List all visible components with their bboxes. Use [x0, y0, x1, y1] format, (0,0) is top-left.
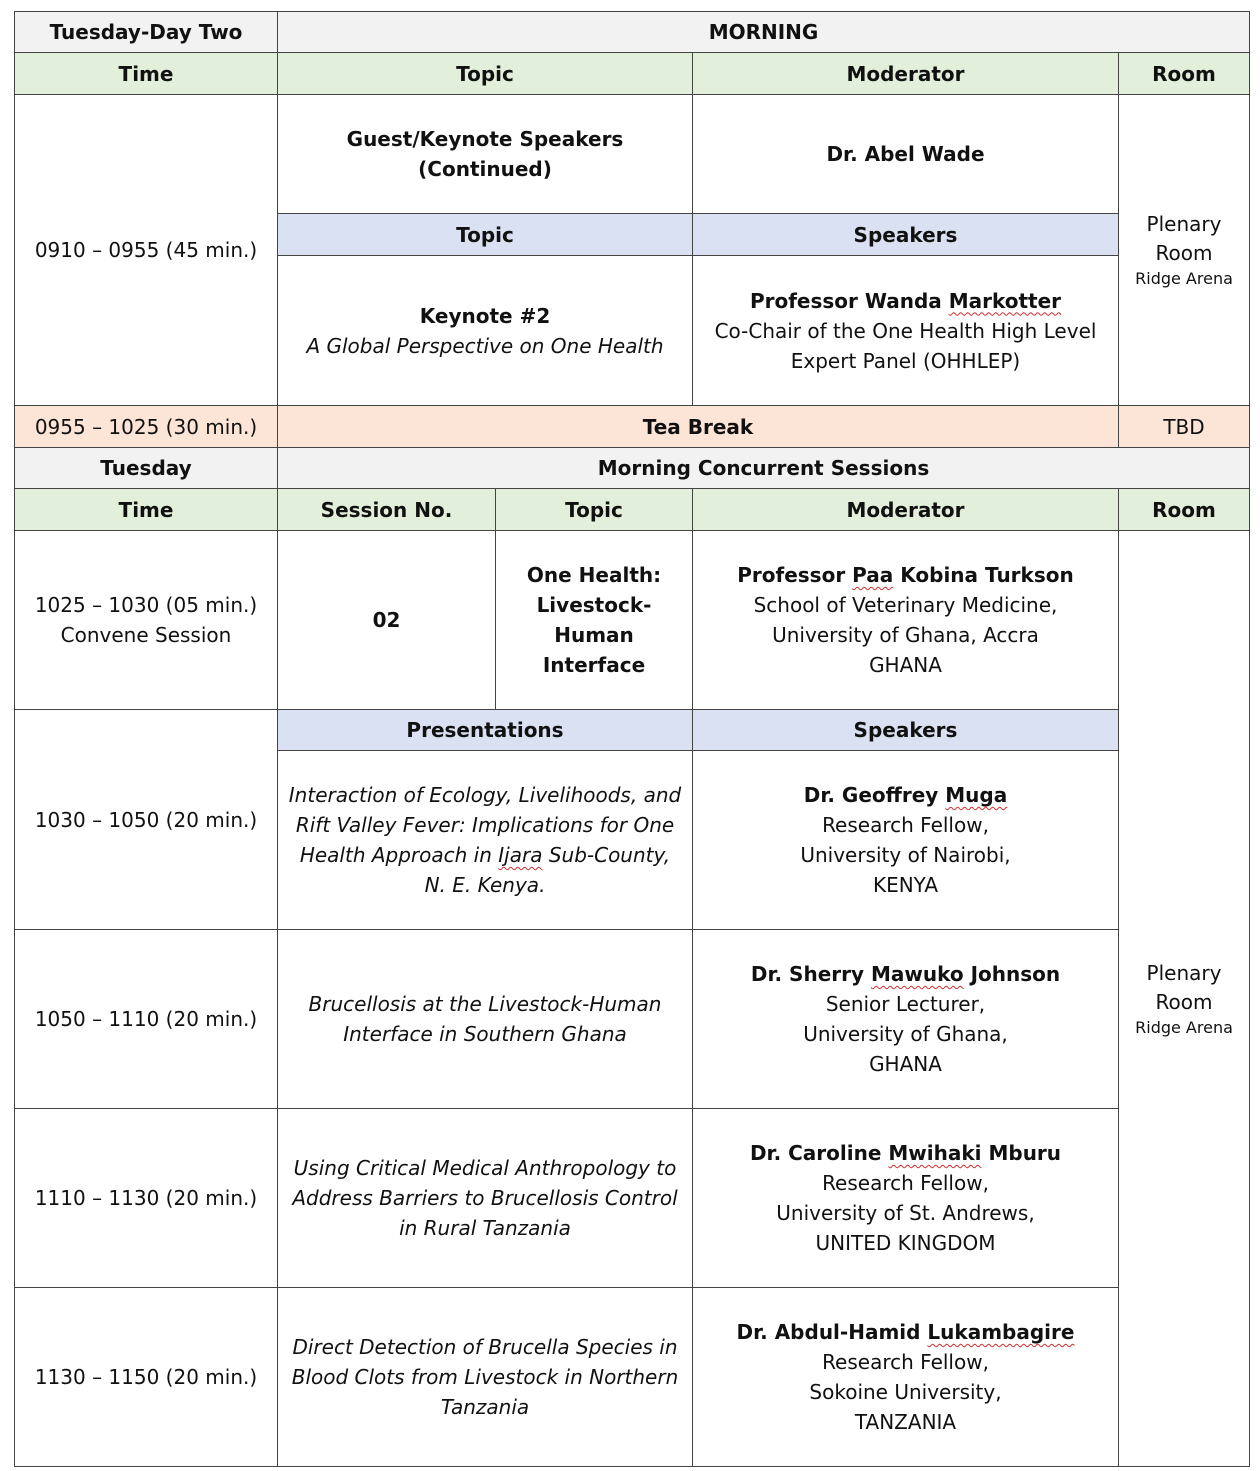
moderator-line2: School of Veterinary Medicine, [753, 593, 1058, 617]
col-time: Time [15, 53, 278, 95]
pres3-sc: Mburu [981, 1141, 1062, 1165]
presentation-row [15, 1109, 1250, 1288]
pres3-title-line3: in Rural Tanzania [399, 1216, 571, 1240]
pres3-time: 1110 – 1130 (20 min.) [15, 1109, 278, 1288]
pres2-sa: Dr. Sherry [750, 962, 871, 986]
moderator-name-b: Paa [852, 563, 894, 587]
tea-break-row [15, 406, 1250, 448]
pres3-speaker-name [699, 1138, 1112, 1168]
session-time [15, 531, 278, 710]
pres2-line2: Senior Lecturer, [825, 992, 986, 1016]
session-room-line2: Room [1155, 989, 1213, 1014]
col-topic: Topic [278, 53, 693, 95]
pres1-line2: Research Fellow, [822, 813, 989, 837]
pres2-title-line2: Interface in Southern Ghana [343, 1022, 627, 1046]
pres4-speaker [693, 1288, 1119, 1467]
tea-break-label: Tea Break [278, 406, 1119, 448]
pres4-speaker-name [699, 1317, 1112, 1347]
pres2-sb: Mawuko [870, 962, 964, 986]
room-line1: Plenary [1146, 212, 1222, 236]
pres2-time: 1050 – 1110 (20 min.) [15, 930, 278, 1109]
pres3-line3: University of St. Andrews, [776, 1201, 1035, 1225]
pres2-line3: University of Ghana, [803, 1022, 1008, 1046]
col2-session-no: Session No. [278, 489, 496, 531]
pres1-sa: Dr. Geoffrey [803, 783, 946, 807]
day-label: Tuesday-Day Two [15, 12, 278, 53]
pres1-t3a: Health Approach in [299, 843, 499, 867]
session-room-line1: Plenary [1146, 960, 1222, 985]
sub-speakers-header: Speakers [693, 214, 1119, 256]
moderator-line4: GHANA [869, 653, 942, 677]
col2-topic: Topic [496, 489, 693, 531]
keynote-moderator: Dr. Abel Wade [693, 95, 1119, 214]
pres4-title [278, 1288, 693, 1467]
pres1-title [278, 751, 693, 930]
pres3-line4: UNITED KINGDOM [815, 1231, 996, 1255]
presentations-header: Presentations [278, 710, 693, 751]
pres2-title-line1: Brucellosis at the Livestock-Human [308, 992, 662, 1016]
pres4-title-line2: Blood Clots from Livestock in Northern [291, 1365, 679, 1389]
col2-room: Room [1119, 489, 1250, 531]
day-header-row [15, 12, 1250, 53]
pres1-title-line1: Interaction of Ecology, Livelihoods, and [288, 783, 682, 807]
speaker-name-last: Markotter [948, 288, 1062, 313]
speakers-header: Speakers [693, 710, 1119, 751]
speaker-line3: Expert Panel (OHHLEP) [790, 348, 1021, 373]
pres1-title-line2: Rift Valley Fever: Implications for One [295, 813, 675, 837]
section2-title: Morning Concurrent Sessions [278, 448, 1250, 489]
tea-break-room: TBD [1119, 406, 1250, 448]
room-line2: Room [1155, 241, 1213, 265]
col-room: Room [1119, 53, 1250, 95]
moderator-name-a: Professor [737, 563, 853, 587]
pres1-line3: University of Nairobi, [800, 843, 1011, 867]
pres4-sb: Lukambagire [927, 1320, 1075, 1344]
pres1-t3c: Sub-County, [542, 843, 671, 867]
pres1-line4: KENYA [872, 873, 939, 897]
pres2-line4: GHANA [869, 1052, 942, 1076]
pres3-title-line1: Using Critical Medical Anthropology to [293, 1156, 677, 1180]
speaker-name [699, 286, 1112, 316]
pres3-line2: Research Fellow, [822, 1171, 989, 1195]
keynote-topic-line1: Guest/Keynote Speakers [346, 127, 624, 151]
pres3-speaker [693, 1109, 1119, 1288]
pres1-speaker [693, 751, 1119, 930]
pres4-line4: TANZANIA [854, 1410, 957, 1434]
pres3-sa: Dr. Caroline [749, 1141, 889, 1165]
session-topic-line3: Human Interface [542, 623, 646, 677]
speaker-name-first: Professor Wanda [749, 288, 949, 313]
column-header-row-2 [15, 489, 1250, 531]
col2-moderator: Moderator [693, 489, 1119, 531]
keynote-time: 0910 – 0955 (45 min.) [15, 95, 278, 406]
pres3-sb: Mwihaki [888, 1141, 982, 1165]
keynote-room [1119, 95, 1250, 406]
moderator-name [699, 560, 1112, 590]
pres1-title-line4: N. E. Kenya. [424, 873, 546, 897]
moderator-name-c: Kobina Turkson [893, 563, 1074, 587]
pres1-t3b: Ijara [498, 843, 543, 867]
schedule-table [14, 11, 1250, 1467]
pres2-speaker [693, 930, 1119, 1109]
speaker-line2: Co-Chair of the One Health High Level [714, 318, 1097, 343]
room-sub: Ridge Arena [1135, 269, 1233, 288]
sub-topic-header: Topic [278, 214, 693, 256]
pres4-title-line3: Tanzania [440, 1395, 530, 1419]
moderator-line3: University of Ghana, Accra [772, 623, 1039, 647]
tea-break-time: 0955 – 1025 (30 min.) [15, 406, 278, 448]
presentation-row [15, 930, 1250, 1109]
keynote-topic-line2: (Continued) [418, 157, 552, 181]
pres2-speaker-name [699, 959, 1112, 989]
pres4-line3: Sokoine University, [809, 1380, 1002, 1404]
keynote-subtitle: A Global Perspective on One Health [306, 333, 664, 358]
pres1-speaker-name [699, 780, 1112, 810]
session-topic-line2: Livestock- [536, 593, 652, 617]
session-time-line2: Convene Session [60, 623, 232, 647]
session-topic-line1: One Health: [526, 563, 662, 587]
period-label: MORNING [278, 12, 1250, 53]
pres2-sc: Johnson [963, 962, 1061, 986]
pres4-title-line1: Direct Detection of Brucella Species in [292, 1335, 678, 1359]
session-room-sub: Ridge Arena [1135, 1017, 1233, 1037]
pres1-time: 1030 – 1050 (20 min.) [15, 710, 278, 930]
keynote-row [15, 95, 1250, 214]
session-row [15, 531, 1250, 710]
presentations-header-row [15, 710, 1250, 751]
presentation-row [15, 1288, 1250, 1467]
column-header-row [15, 53, 1250, 95]
keynote-topic [278, 95, 693, 214]
pres2-title [278, 930, 693, 1109]
session-topic [496, 531, 693, 710]
keynote-speaker [693, 256, 1119, 406]
session-number: 02 [278, 531, 496, 710]
pres4-line2: Research Fellow, [822, 1350, 989, 1374]
pres3-title-line2: Address Barriers to Brucellosis Control [292, 1186, 678, 1210]
session-moderator [693, 531, 1119, 710]
pres4-sa: Dr. Abdul-Hamid [736, 1320, 928, 1344]
col-moderator: Moderator [693, 53, 1119, 95]
section2-day: Tuesday [15, 448, 278, 489]
session-time-line1: 1025 – 1030 (05 min.) [34, 593, 258, 617]
keynote-talk [278, 256, 693, 406]
keynote-title: Keynote #2 [419, 303, 551, 328]
section2-header-row [15, 448, 1250, 489]
pres1-title-line3 [284, 840, 686, 870]
col2-time: Time [15, 489, 278, 531]
session-room [1119, 531, 1250, 1467]
pres4-time: 1130 – 1150 (20 min.) [15, 1288, 278, 1467]
pres3-title [278, 1109, 693, 1288]
pres1-sb: Muga [945, 783, 1008, 807]
